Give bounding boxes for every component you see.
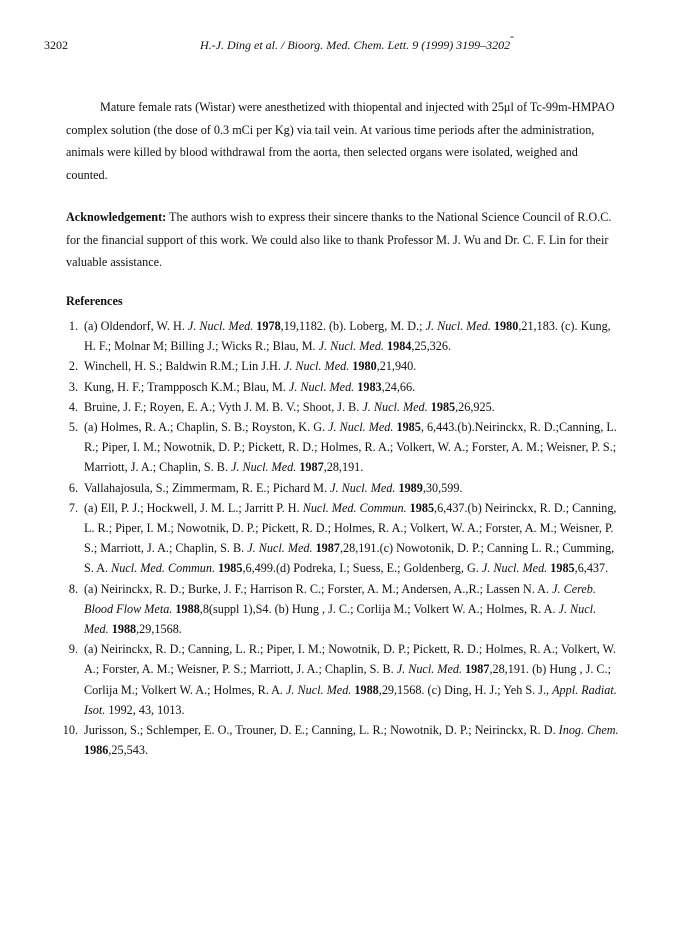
- reference-number: 4.: [68, 399, 78, 414]
- bold-text: 1988: [175, 601, 200, 616]
- bold-text: 1983: [357, 379, 382, 394]
- italic-text: Inog. Chem.: [558, 723, 619, 738]
- italic-text: Nucl. Med. Commun.: [111, 561, 216, 576]
- bold-text: 1980: [352, 359, 377, 374]
- text-run: Kung, H. F.; Trampposch K.M.; Blau, M.: [84, 379, 289, 394]
- italic-text: J. Nucl. Med.: [288, 379, 355, 394]
- reference-number: 1.: [68, 319, 78, 333]
- reference-text: [84, 397, 622, 417]
- text-run: ,28,191. (b) Hung , J. C.; Corlija M.; Volkert W. A.; Holmes, R. A.: [84, 662, 611, 697]
- reference-number: 8.: [68, 581, 78, 596]
- italic-text: J. Cereb. Blood Flow Meta.: [84, 581, 596, 616]
- reference-text: [84, 478, 622, 498]
- reference-text: [84, 720, 622, 760]
- text-run: (a) Holmes, R. A.; Chaplin, S. B.; Royston, K. G.: [84, 420, 329, 435]
- page-number: 3202: [44, 38, 68, 52]
- reference-item: [66, 579, 622, 640]
- italic-text: J. Nucl. Med.: [362, 399, 428, 414]
- bold-text: 1986: [84, 743, 109, 758]
- text-run: ,19,1182. (b). Loberg, M. D.;: [280, 319, 426, 333]
- text-run: ,29,1568. (c) Ding, H. J.; Yeh S. J.,: [378, 682, 553, 697]
- references-heading: References: [66, 294, 123, 308]
- reference-text: [84, 316, 622, 356]
- methods-paragraph: [66, 96, 616, 186]
- text-run: ,21,183. (c). Kung, H. F.; Molnar M; Billing J.; Wicks R.; Blau, M.: [84, 319, 611, 354]
- reference-number: 5.: [68, 420, 78, 435]
- text-run: The authors wish to express their sincere thanks to the National Science Council of R.O.C. for the financial support of this work. We could also like to thank Professor M. J. Wu and Dr. C. F. Lin for their valuable assistance.: [66, 210, 612, 269]
- bold-text: Acknowledgement:: [66, 210, 167, 224]
- reference-text: [84, 639, 622, 720]
- bold-text: 1985: [396, 420, 421, 435]
- text-run: , 6,443.(b).Neirinckx, R. D.;Canning, L. R.; Piper, I. M.; Nowotnik, D. P.; Pickett, R. D.; Holmes, R. A.; Volkert, W. A.; Forster, A. M.; Weisner, P. S.; Marriott, J. A.; Chaplin, S. B.: [84, 420, 617, 475]
- text-run: ,28,191.: [323, 460, 364, 475]
- italic-text: J. Nucl. Med.: [425, 319, 491, 333]
- italic-text: J. Nucl. Med.: [187, 319, 254, 333]
- corner-mark: -: [510, 29, 514, 43]
- text-run: ,8(suppl 1),S4. (b) Hung , J. C.; Corlija M.; Volkert W. A.; Holmes, R. A.: [199, 601, 559, 616]
- italic-text: J. Nucl. Med.: [396, 662, 463, 677]
- reference-number: 6.: [68, 480, 78, 495]
- reference-item: [66, 377, 622, 397]
- bold-text: 1988: [354, 682, 379, 697]
- text-run: ,21,940.: [376, 359, 417, 374]
- text-run: ,6,437.(b) Neirinckx, R. D.; Canning, L. R.; Piper, I. M.; Nowotnik, D. P.; Pickett, R. D.; Holmes, R. A.; Volkert, W. A.; Forster, A. M.; Weisner, P. S.; Marriott, J. A.; Chaplin, S. B.: [84, 500, 617, 556]
- italic-text: J. Nucl. Med.: [330, 480, 396, 495]
- text-run: ,28,191.(c) Nowotonik, D. P.; Canning L. R.; Cumming, S. A.: [84, 541, 615, 576]
- text-run: Winchell, H. S.; Baldwin R.M.; Lin J.H.: [84, 359, 284, 374]
- text-run: (a) Neirinckx, R. D.; Burke, J. F.; Harrison R. C.; Forster, A. M.; Andersen, A.,R.; Lassen N. A.: [84, 581, 553, 596]
- reference-number: 10.: [62, 723, 78, 738]
- reference-item: [66, 498, 622, 579]
- reference-text: [84, 579, 622, 640]
- italic-text: J. Nucl. Med.: [318, 339, 384, 354]
- text-run: ,29,1568.: [136, 622, 182, 637]
- bold-text: 1988: [111, 622, 137, 637]
- bold-text: 1989: [398, 480, 423, 495]
- bold-text: 1985: [218, 561, 243, 576]
- italic-text: J. Nucl. Med.: [286, 682, 352, 697]
- italic-text: Nucl. Med. Commun.: [302, 500, 407, 515]
- italic-text: Appl. Radiat. Isot.: [84, 682, 617, 717]
- reference-text: [84, 377, 622, 397]
- bold-text: 1985: [430, 399, 456, 414]
- italic-text: J. Nucl. Med.: [84, 601, 597, 637]
- bold-text: 1980: [493, 319, 519, 333]
- text-run: ,6,437.: [574, 561, 609, 576]
- reference-number: 7.: [68, 500, 78, 515]
- text-run: ,30,599.: [422, 480, 463, 495]
- text-run: (a) Neirinckx, R. D.; Canning, L. R.; Piper, I. M.; Nowotnik, D. P.; Pickett, R. D.; Holmes, R. A.; Volkert, W. A.; Forster, A. M.; Weisner, P. S.; Marriott, J. A.; Chaplin, S. B.: [84, 642, 616, 677]
- italic-text: J. Nucl. Med.: [481, 561, 548, 576]
- text-run: ,6,499.(d) Podreka, I.; Suess, E.; Goldenberg, G.: [242, 561, 482, 576]
- text-run: (a) Ell, P. J.; Hockwell, J. M. L.; Jarritt P. H.: [84, 500, 303, 515]
- italic-text: J. Nucl. Med.: [247, 541, 313, 556]
- text-run: Jurisson, S.; Schlemper, E. O., Trouner, D. E.; Canning, L. R.; Nowotnik, D. P.; Neirinckx, R. D.: [84, 723, 559, 738]
- running-head: H.-J. Ding et al. / Bioorg. Med. Chem. Lett. 9 (1999) 3199–3202: [200, 38, 511, 52]
- bold-text: 1984: [387, 339, 412, 354]
- text-run: Mature female rats (Wistar) were anesthetized with thiopental and injected with 25μl of Tc-99m-HMPAO complex solution (the dose of 0.3 mCi per Kg) via tail vein. At various time periods after the administration, animals were killed by blood withdrawal from the aorta, then selected organs were isolated, weighed and counted.: [66, 100, 615, 182]
- reference-text: [84, 417, 622, 478]
- reference-number: 3.: [68, 379, 78, 394]
- reference-item: [62, 720, 622, 760]
- text-run: 1992, 43, 1013.: [105, 702, 185, 717]
- bold-text: 1987: [299, 460, 324, 475]
- text-run: ,25,543.: [108, 743, 148, 758]
- references-list: [62, 316, 622, 760]
- bold-text: 1985: [409, 500, 435, 515]
- reference-item: [66, 397, 622, 417]
- reference-number: 2.: [68, 359, 78, 374]
- reference-item: [66, 356, 622, 376]
- italic-text: J. Nucl. Med.: [328, 420, 394, 435]
- text-run: ,26,925.: [455, 399, 495, 414]
- reference-item: [66, 316, 622, 356]
- reference-number: 9.: [68, 642, 78, 657]
- text-run: ,24,66.: [381, 379, 416, 394]
- reference-item: [66, 417, 622, 478]
- reference-text: [84, 356, 622, 376]
- bold-text: 1987: [315, 541, 340, 556]
- reference-item: [66, 639, 622, 720]
- italic-text: J. Nucl. Med.: [283, 359, 350, 374]
- acknowledgement-paragraph: [66, 206, 616, 274]
- text-run: ,25,326.: [411, 339, 451, 354]
- reference-item: [66, 478, 622, 498]
- text-run: (a) Oldendorf, W. H.: [84, 319, 188, 333]
- bold-text: 1987: [465, 662, 490, 677]
- bold-text: 1985: [550, 561, 575, 576]
- text-run: Bruine, J. F.; Royen, E. A.; Vyth J. M. B. V.; Shoot, J. B.: [84, 399, 363, 414]
- bold-text: 1978: [256, 319, 281, 333]
- text-run: Vallahajosula, S.; Zimmermam, R. E.; Pichard M.: [84, 480, 331, 495]
- italic-text: J. Nucl. Med.: [230, 460, 297, 475]
- reference-text: [84, 498, 622, 579]
